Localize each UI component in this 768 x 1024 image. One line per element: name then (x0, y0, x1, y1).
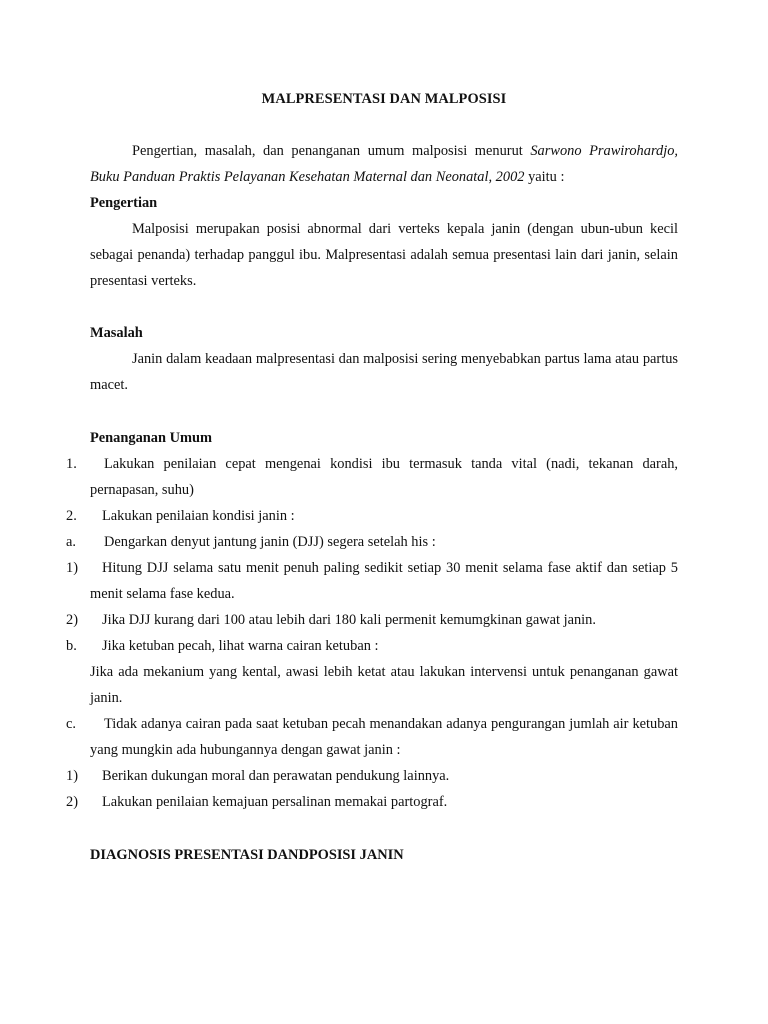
intro-text: Pengertian, masalah, dan penanganan umum malposisi menurut (132, 143, 531, 159)
diagnosis-heading: DIAGNOSIS PRESENTASI DANDPOSISI JANIN (90, 847, 404, 863)
list-marker: 2) (66, 612, 78, 628)
intro-paragraph (90, 138, 678, 190)
list-marker: b. (66, 638, 77, 654)
list-text: Hitung DJJ selama satu menit penuh paling sedikit setiap 30 menit selama fase aktif dan setiap 5 menit selama fase kedua. (90, 560, 678, 602)
list-item (66, 763, 678, 789)
list-text: Dengarkan denyut jantung janin (DJJ) segera setelah his : (104, 534, 436, 550)
list-text: Jika DJJ kurang dari 100 atau lebih dari 180 kali permenit kemumgkinan gawat janin. (102, 612, 596, 628)
pengertian-paragraph: Malposisi merupakan posisi abnormal dari verteks kepala janin (dengan ubun-ubun kecil sebagai penanda) terhadap panggul ibu. Malpresentasi adalah semua presentasi lain dari janin, selain presentasi verteks. (90, 221, 678, 289)
list-text: Tidak adanya cairan pada saat ketuban pecah menandakan adanya pengurangan jumlah air ketuban yang mungkin ada hubungannya dengan gawat janin : (90, 716, 678, 758)
list-item (66, 451, 678, 503)
list-item (66, 633, 678, 659)
list-continuation: Jika ada mekanium yang kental, awasi lebih ketat atau lakukan intervensi untuk penanganan gawat janin. (90, 664, 678, 706)
list-marker: 1) (66, 560, 78, 576)
list-item (66, 607, 678, 633)
penanganan-heading: Penanganan Umum (90, 430, 212, 446)
list-marker: 2) (66, 794, 78, 810)
list-marker: c. (66, 716, 76, 732)
list-text: Berikan dukungan moral dan perawatan pendukung lainnya. (102, 768, 450, 784)
list-item (66, 555, 678, 607)
list-text: Lakukan penilaian cepat mengenai kondisi ibu termasuk tanda vital (nadi, tekanan darah, pernapasan, suhu) (90, 456, 678, 498)
document-title: MALPRESENTASI DAN MALPOSISI (261, 91, 507, 107)
list-item (66, 789, 678, 815)
intro-text-end: yaitu : (524, 169, 565, 185)
list-marker: 1. (66, 456, 77, 472)
list-marker: a. (66, 534, 76, 550)
list-item (66, 711, 678, 763)
pengertian-heading: Pengertian (90, 195, 158, 211)
list-text: Lakukan penilaian kondisi janin : (102, 508, 295, 524)
list-text: Lakukan penilaian kemajuan persalinan memakai partograf. (102, 794, 448, 810)
list-item (66, 529, 678, 555)
list-marker: 1) (66, 768, 78, 784)
intro-citation: Sarwono Prawirohardjo, Buku Panduan Praktis Pelayanan Kesehatan Maternal dan Neonatal, 2002 (90, 143, 679, 185)
list-item (66, 503, 678, 529)
masalah-heading: Masalah (90, 325, 143, 341)
masalah-paragraph: Janin dalam keadaan malpresentasi dan malposisi sering menyebabkan partus lama atau partus macet. (90, 351, 678, 393)
list-marker: 2. (66, 508, 77, 524)
list-text: Jika ketuban pecah, lihat warna cairan ketuban : (102, 638, 379, 654)
